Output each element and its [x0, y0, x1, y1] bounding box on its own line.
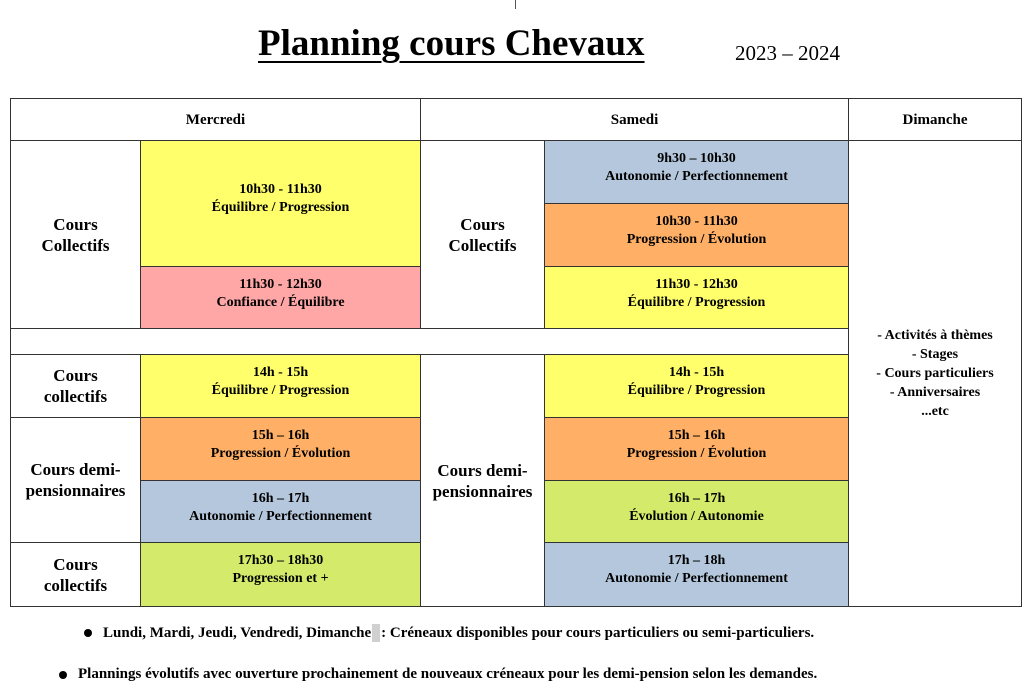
sat-slot-4-desc: Équilibre / Progression: [627, 383, 766, 398]
wed-label-collectifs-morning: [10, 140, 141, 329]
wed-slot-6-desc: Progression et +: [232, 571, 329, 586]
sat-slot-1-desc: Autonomie / Perfectionnement: [605, 169, 788, 184]
wed-slot-1: [140, 140, 421, 267]
wed-slot-1-desc: Équilibre / Progression: [211, 200, 350, 215]
bullet-icon: [59, 671, 67, 679]
wed-label-collectifs-evening: [10, 542, 141, 607]
sat-slot-2: [544, 203, 849, 267]
wed-slot-5-time: 16h – 17h: [251, 491, 310, 506]
note-availability-text: : Créneaux disponibles pour cours particuliers ou semi-particuliers.: [381, 624, 815, 641]
header-wednesday: Mercredi: [10, 98, 421, 141]
wed-slot-5-desc: Autonomie / Perfectionnement: [189, 509, 372, 524]
sat-slot-7-time: 17h – 18h: [667, 553, 726, 568]
text-caret: [372, 624, 380, 642]
page-title: Planning cours Chevaux: [258, 23, 645, 64]
sat-slot-5-desc: Progression / Évolution: [626, 446, 767, 461]
wed-slot-4: [140, 417, 421, 481]
wed-slot-3: [140, 354, 421, 418]
sunday-item: - Cours particuliers: [876, 366, 994, 381]
sunday-item: - Activités à thèmes: [877, 328, 993, 343]
header-sunday: Dimanche: [848, 98, 1022, 141]
sunday-activities: [848, 140, 1022, 607]
sunday-item: ...etc: [921, 404, 949, 419]
sat-slot-7: [544, 542, 849, 607]
wed-label-collectifs-morning-text: Cours Collectifs: [41, 214, 110, 255]
header-saturday: Samedi: [420, 98, 849, 141]
sat-slot-5-time: 15h – 16h: [667, 428, 726, 443]
sat-slot-3-desc: Équilibre / Progression: [627, 295, 766, 310]
wed-slot-2-time: 11h30 - 12h30: [239, 277, 322, 292]
note-evolving: [59, 666, 817, 683]
wed-label-collectifs-evening-text: Cours collectifs: [43, 554, 108, 595]
wed-label-collectifs-afternoon: [10, 354, 141, 418]
school-year: 2023 – 2024: [735, 41, 840, 65]
sat-slot-4-time: 14h - 15h: [668, 365, 725, 380]
sat-label-collectifs-text: Cours Collectifs: [448, 214, 517, 255]
sat-slot-6-desc: Évolution / Autonomie: [629, 509, 764, 524]
wed-slot-4-time: 15h – 16h: [251, 428, 310, 443]
sat-slot-1: [544, 140, 849, 204]
sat-slot-6-time: 16h – 17h: [667, 491, 726, 506]
note-availability: [84, 624, 814, 642]
sat-slot-7-desc: Autonomie / Perfectionnement: [605, 571, 788, 586]
wed-slot-1-time: 10h30 - 11h30: [239, 182, 322, 197]
sat-slot-6: [544, 480, 849, 543]
wed-slot-3-time: 14h - 15h: [252, 365, 309, 380]
wed-slot-6-time: 17h30 – 18h30: [237, 553, 324, 568]
sat-slot-2-desc: Progression / Évolution: [626, 232, 767, 247]
note-evolving-text: Plannings évolutifs avec ouverture prochainement de nouveaux créneaux pour les demi-pension selon les demandes.: [78, 666, 818, 682]
sunday-item: - Anniversaires: [889, 385, 981, 400]
sat-slot-2-time: 10h30 - 11h30: [655, 214, 738, 229]
sat-label-demi: [420, 354, 545, 607]
wed-slot-2-desc: Confiance / Équilibre: [216, 295, 345, 310]
sat-slot-5: [544, 417, 849, 481]
wed-slot-2: [140, 266, 421, 329]
sat-slot-3: [544, 266, 849, 329]
bullet-icon: [84, 629, 92, 637]
lunch-break-row: [10, 328, 849, 355]
wed-slot-6: [140, 542, 421, 607]
wed-slot-3-desc: Équilibre / Progression: [211, 383, 350, 398]
wed-label-demi: [10, 417, 141, 543]
sat-slot-1-time: 9h30 – 10h30: [657, 151, 736, 166]
sat-slot-4: [544, 354, 849, 418]
sat-slot-3-time: 11h30 - 12h30: [655, 277, 738, 292]
wed-label-collectifs-afternoon-text: Cours collectifs: [43, 366, 108, 406]
note-availability-days: Lundi, Mardi, Jeudi, Vendredi, Dimanche: [103, 624, 372, 641]
sat-label-collectifs: [420, 140, 545, 329]
wed-slot-5: [140, 480, 421, 543]
wed-slot-4-desc: Progression / Évolution: [210, 446, 351, 461]
sunday-item: - Stages: [911, 347, 959, 362]
wed-label-demi-text: Cours demi-pensionnaires: [25, 460, 126, 500]
sat-label-demi-text: Cours demi-pensionnaires: [432, 460, 533, 501]
